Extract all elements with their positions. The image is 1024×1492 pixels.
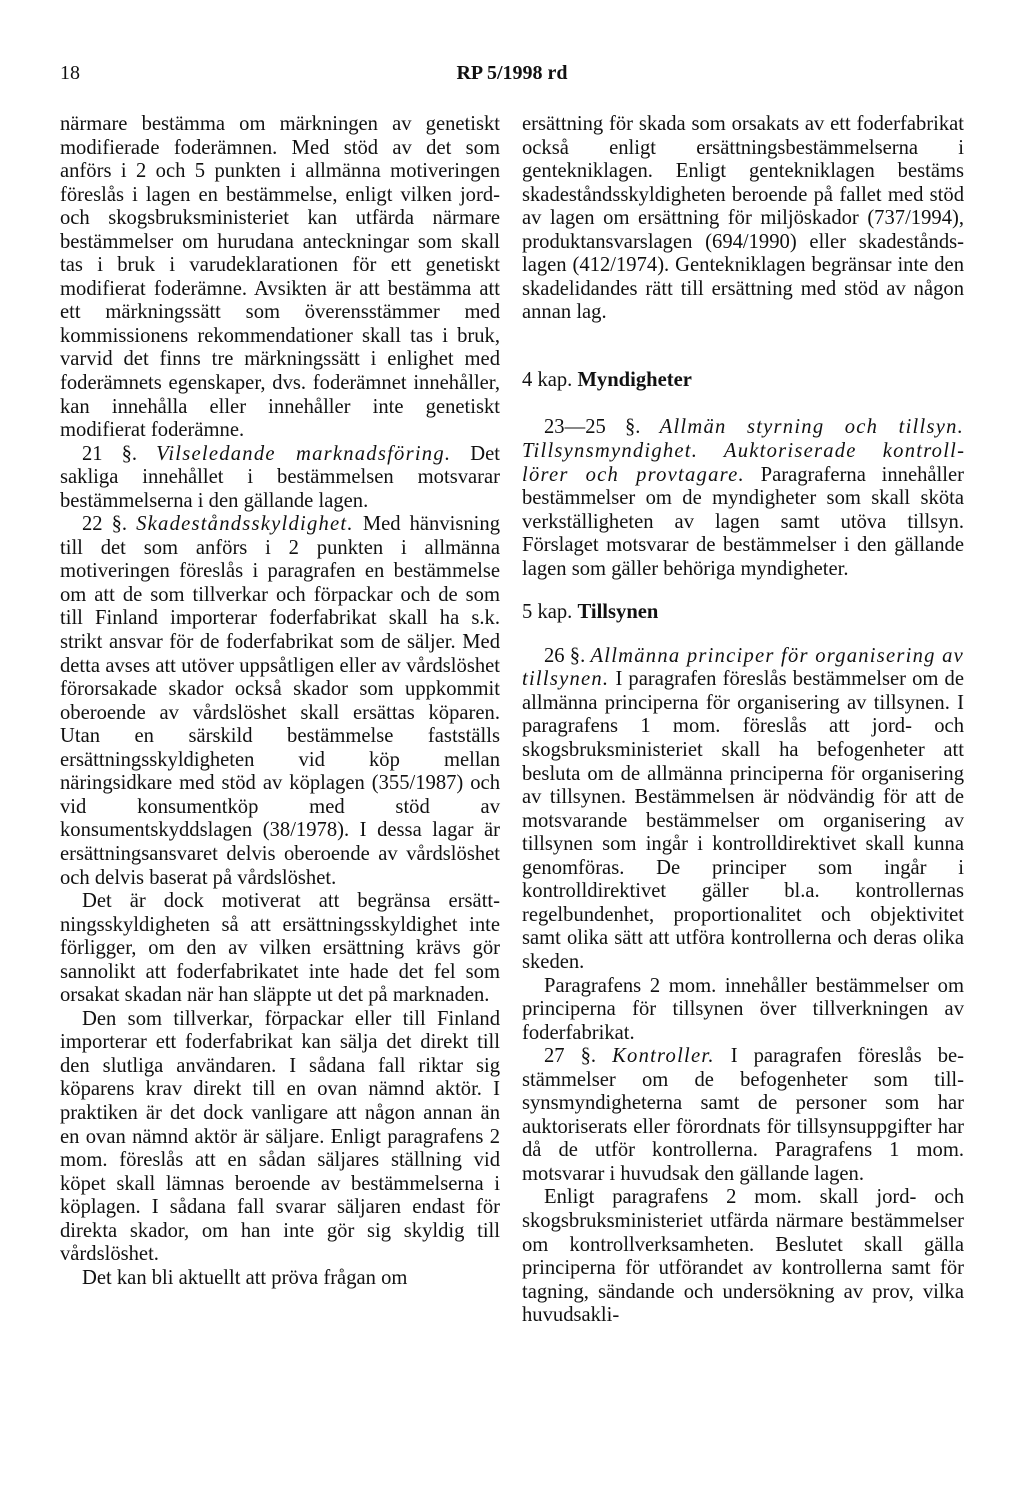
section-title: Kontroller. — [612, 1045, 715, 1068]
section-text: Paragraferna innehåller bestämmelser om de myndigheter som skall sköta verkställigheten av lagen samt utöva tillsyn. Förslaget motsvarar de bestämmelser i den gällande lagen som gäller behöriga myndigheter. — [522, 463, 964, 580]
chapter-number: 5 kap. — [522, 601, 573, 624]
section-21 — [60, 443, 500, 514]
section-text: Med hänvisning till det som anförs i 2 punkten i allmänna motiveringen föreslås i paragrafen en bestämmelse om att de som tillverkar och förpackar och de som till Finland importerar foderfabrikat skall ha s.k. strikt ansvar för de foderfabrikat som de säljer. Med detta avses att utöver uppsåtligen eller av vårdslöshet förorsakade skador också skador som uppkommit oberoende av vårdslöshet skall ersättas köparen. Utan en särskild bestämmelse fastställs ersättningsskyldigheten vid köp mellan näringsidkare med stöd av köplagen (355/1987) och vid konsumentköp med stöd av konsumentskyddslagen (38/1978). I dessa lagar är ersättningsansvaret delvis oberoende av vårdslöshet och delvis baserat på vårdslöshet. — [60, 513, 500, 889]
left-column — [60, 113, 500, 1290]
running-head: RP 5/1998 rd — [456, 62, 568, 84]
chapter-5-heading — [522, 601, 964, 625]
paragraph-markning: närmare bestämma om märkningen av genetiskt modifierade foderämnen. Med stöd av det som anförs i 2 och 5 punkten i allmänna motiveringen föreslås i lagen en bestämmelse, enligt vilken jord- och skogsbruksministeriet kan utfärda närmare bestämmelser om hurudana anteckningar som skall tas i bruk i varudeklarationen för ett genetiskt modifierat foderämne. Avsikten är att bestämma att ett märkningssätt som överensstämmer med kommissionens rekommendationer skall tas i bruk, varvid det finns tre märkningssätt i enlighet med foderämnets egenskaper, dvs. foderämnet innehåller, kan innehålla eller innehåller inte genetiskt modifierat foderämne. — [60, 113, 500, 442]
section-text: I paragrafen föreslås bestämmelser om de befogenheter som tillsynsmyndigheterna samt de personer som har auktoriserats eller förordnats för tillsynsuppgifter har då de utför kontrollerna. Paragrafens 1 mom. motsvarar i huvudsak den gällande lagen. — [522, 1045, 964, 1185]
section-title: Skadeståndsskyldighet. — [136, 513, 354, 536]
paragraph-aktuellt: Det kan bli aktuellt att pröva frågan om — [82, 1266, 408, 1289]
section-title: Allmän styrning och tillsyn. Tillsynsmyndighet. Auktoriserade kontrolllörer och provtagare. — [522, 416, 965, 486]
section-text: Det sakliga innehållet i bestämmelsen motsvarar bestämmelserna i den gällande lagen. — [60, 442, 500, 512]
paragraph-ersattning: ersättning för skada som orsakats av ett foderfabrikat också enligt ersättningsbestämmelserna i gentekniklagen. Enligt gentekniklagen bestäms skadeståndsskyldigheten beroende på fallet med stöd av lagen om ersättning för miljöskador (737/1994), produktansvarslagen (694/1990) eller skadeståndslagen (412/1974). Gentekniklagen begränsar inte den skadelidandes rätt till ersättning med stöd av någon annan lag. — [522, 113, 964, 324]
section-title: Allmänna principer för organisering av tillsynen. — [522, 644, 965, 691]
section-23-25 — [522, 416, 964, 581]
section-26 — [522, 645, 964, 975]
section-text: I paragrafen föreslås bestämmelser om de allmänna principerna för organisering av tillsynen. I paragrafens 1 mom. föreslås att jord- och skogsbruksministeriet skall ha befogenheter att besluta om de allmänna principerna för organisering av tillsynen. Bestämmelsen är nödvändig för att de motsvarande bestämmelser om organisering av tillsynen som ingår i kontrolldirektivet skall kunna genomföras. De principer som ingår i kontrolldirektivet gäller bl.a. kontrollernas regelbundenhet, proportionalitet och objektivitet samt olika sätt att utföra kontrollerna och deras olika skeden. — [522, 668, 964, 973]
section-number: 23—25 §. — [544, 416, 641, 439]
chapter-4-heading — [522, 369, 964, 393]
paragraph-tillverkar: Den som tillverkar, förpackar eller till Finland importerar ett foderfabrikat kan sälja det direkt till den slutliga användaren. I sådana fall riktar sig köparens krav direkt till en ovan nämnd aktör. I praktiken är det dock vanligare att någon annan än en ovan nämnd aktör är säljare. Enligt paragrafens 2 mom. föreslås att en sådan säljares ställning vid köpet skall lämnas beroende av bestämmelserna i köplagen. I sådana fall svarar säljaren endast för direkta skador, om han inte gör sig skyldig till vårdslöshet. — [60, 1007, 500, 1266]
paragraph-dock: Det är dock motiverat att begränsa ersättningsskyldigheten så att ersättningsskyldighet inte förligger, om den av vilken ersättning krävs gör sannolikt att foderfabrikatet inte hade det fel som orsakat skadan när han släppte ut det på marknaden. — [60, 890, 500, 1007]
paragraph-mom2: Paragrafens 2 mom. innehåller bestämmelser om principerna för tillsynen över tillverkningen av foderfabrikat. — [522, 974, 964, 1044]
page-number: 18 — [60, 62, 80, 84]
section-27 — [522, 1045, 964, 1186]
section-number: 27 §. — [544, 1045, 597, 1068]
section-title: Vilseledande marknadsföring. — [156, 442, 452, 465]
right-column — [522, 113, 964, 1328]
section-22 — [60, 513, 500, 890]
section-number: 21 §. — [82, 442, 138, 465]
section-number: 22 §. — [82, 513, 128, 536]
chapter-title: Myndigheter — [577, 368, 692, 391]
chapter-title: Tillsynen — [577, 601, 659, 624]
section-number: 26 §. — [544, 644, 586, 667]
paragraph-enligt: Enligt paragrafens 2 mom. skall jord- och skogsbruksministeriet utfärda närmare bestämmelser om kontrollverksamheten. Beslutet skall gälla principerna för utförandet av kontrollerna samt för tagning, sändande och undersökning av prov, vilka huvudsakli- — [522, 1186, 964, 1327]
chapter-number: 4 kap. — [522, 368, 573, 391]
